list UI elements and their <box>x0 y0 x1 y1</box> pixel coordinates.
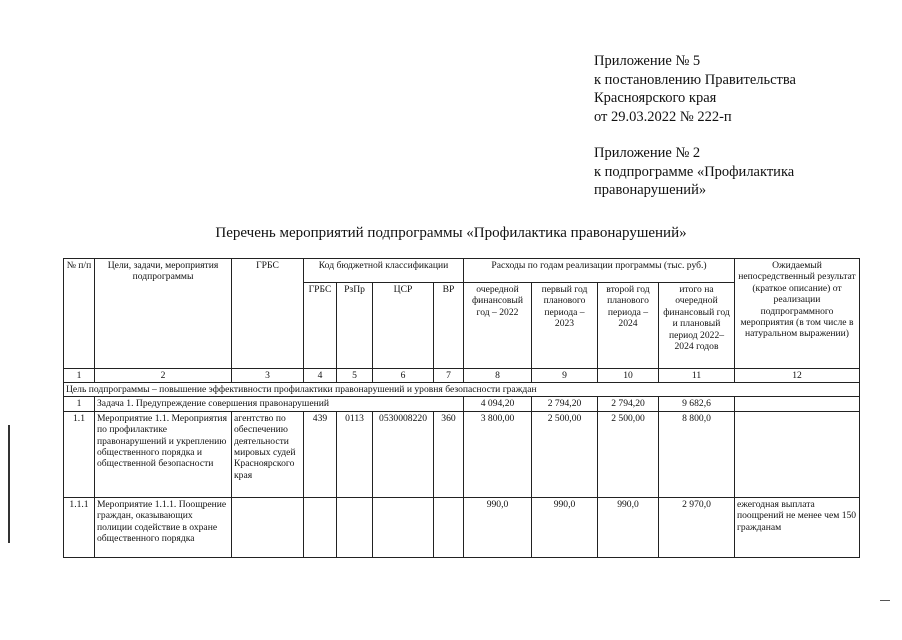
header-line: правонарушений» <box>594 182 707 198</box>
column-number: 6 <box>373 369 434 383</box>
column-number: 5 <box>337 369 373 383</box>
row-name: Мероприятие 1.1. Мероприятия по профилактике правонарушений и укреплению общественного порядка и общественной безопасности <box>95 411 232 497</box>
row-grbs-code: 439 <box>304 411 337 497</box>
header-line: Красноярского края <box>594 90 717 106</box>
row-result: ежегодная выплата поощрений не менее чем 150 гражданам <box>735 497 860 557</box>
header-line: к подпрограмме «Профилактика <box>594 163 795 180</box>
table-row <box>64 411 860 497</box>
scan-corner-mark <box>880 600 890 601</box>
row-year-2022: 990,0 <box>464 497 532 557</box>
header-total: итого на очередной финансовый год и плановый период 2022–2024 годов <box>659 283 735 369</box>
header-budget-code: Код бюджетной классификации <box>304 259 464 283</box>
header-grbs-code: ГРБС <box>304 283 337 369</box>
row-year-2022: 3 800,00 <box>464 411 532 497</box>
row-grbs: агентство по обеспечению деятельности мировых судей Красноярского края <box>232 411 304 497</box>
row-num: 1.1.1 <box>64 497 95 557</box>
column-number: 4 <box>304 369 337 383</box>
row-result <box>735 411 860 497</box>
column-number: 1 <box>64 369 95 383</box>
header-result: Ожидаемый непосредственный результат (краткое описание) от реализации подпрограммного мероприятия (в том числе в натуральном выражении) <box>735 259 860 369</box>
column-number: 12 <box>735 369 860 383</box>
task-row <box>64 397 860 411</box>
measures-table <box>63 258 860 558</box>
header-line: Приложение № 2 <box>594 145 701 161</box>
row-name: Мероприятие 1.1.1. Поощрение граждан, оказывающих полиции содействие в охране общественного порядка <box>95 497 232 557</box>
header-line: Приложение № 5 <box>594 53 701 69</box>
row-year-2024: 2 500,00 <box>598 411 659 497</box>
header-goals: Цели, задачи, мероприятия подпрограммы <box>95 259 232 369</box>
row-csr: 0530008220 <box>373 411 434 497</box>
column-number: 9 <box>532 369 598 383</box>
row-year-2024: 990,0 <box>598 497 659 557</box>
row-grbs-code <box>304 497 337 557</box>
column-number: 10 <box>598 369 659 383</box>
goal-row: Цель подпрограммы – повышение эффективности профилактики правонарушений и уровня безопасности граждан <box>64 383 860 397</box>
row-grbs <box>232 497 304 557</box>
row-total: 8 800,0 <box>659 411 735 497</box>
header-rzpr: РзПр <box>337 283 373 369</box>
header-year-2023: первый год планового периода – 2023 <box>532 283 598 369</box>
task-year-2024: 2 794,20 <box>598 397 659 411</box>
header-csr: ЦСР <box>373 283 434 369</box>
row-csr <box>373 497 434 557</box>
header-expenses: Расходы по годам реализации программы (тыс. руб.) <box>464 259 735 283</box>
row-vr <box>434 497 464 557</box>
row-rzpr <box>337 497 373 557</box>
column-number: 8 <box>464 369 532 383</box>
header-year-2024: второй год планового периода – 2024 <box>598 283 659 369</box>
table-row <box>64 497 860 557</box>
row-total: 2 970,0 <box>659 497 735 557</box>
row-vr: 360 <box>434 411 464 497</box>
header-line: к постановлению Правительства <box>594 71 796 88</box>
document-header <box>594 52 894 200</box>
task-total: 9 682,6 <box>659 397 735 411</box>
column-number: 3 <box>232 369 304 383</box>
task-text: Задача 1. Предупреждение совершения правонарушений <box>95 397 464 411</box>
header-vr: ВР <box>434 283 464 369</box>
task-year-2022: 4 094,20 <box>464 397 532 411</box>
header-grbs: ГРБС <box>232 259 304 369</box>
task-year-2023: 2 794,20 <box>532 397 598 411</box>
header-year-2022: очередной финансовый год – 2022 <box>464 283 532 369</box>
row-rzpr: 0113 <box>337 411 373 497</box>
row-num: 1.1 <box>64 411 95 497</box>
row-year-2023: 2 500,00 <box>532 411 598 497</box>
task-num: 1 <box>64 397 95 411</box>
scan-margin-mark <box>8 425 10 543</box>
document-title: Перечень мероприятий подпрограммы «Профилактика правонарушений» <box>215 225 687 241</box>
column-number: 7 <box>434 369 464 383</box>
header-num: № п/п <box>64 259 95 369</box>
row-year-2023: 990,0 <box>532 497 598 557</box>
column-number: 11 <box>659 369 735 383</box>
column-number: 2 <box>95 369 232 383</box>
header-line: от 29.03.2022 № 222-п <box>594 108 732 125</box>
task-result <box>735 397 860 411</box>
